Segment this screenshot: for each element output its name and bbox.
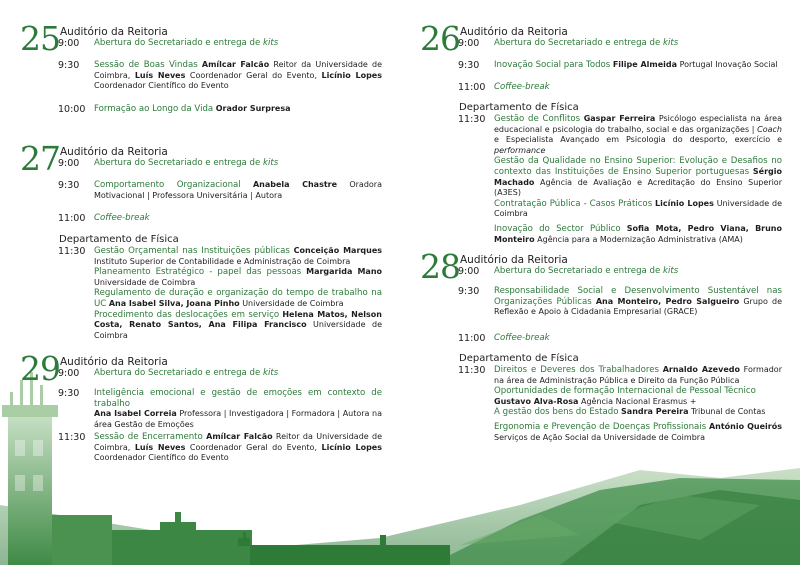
session-text: Abertura do Secretariado e entrega de kits xyxy=(94,368,279,378)
session-entry: Inovação do Sector Público Sofia Mota, Pedro Viana, Bruno Monteiro Agência para a Modernização Administrativa (AMA) xyxy=(494,223,782,244)
time: 11:30 xyxy=(58,246,86,257)
session-entry: Planeamento Estratégico - papel das pessoas Margarida Mano Universidade de Coimbra xyxy=(94,267,383,287)
session-text: Responsabilidade Social e Desenvolvimento Sustentável nas Organizações Públicas Ana Monteiro, Pedro Salgueiro Grupo de Reflexão e Apoio à Cidadania Empresarial (GRACE) xyxy=(494,286,783,317)
time: 9:00 xyxy=(458,266,480,277)
session-text: Formação ao Longo da Vida Orador Surpresa xyxy=(94,104,291,114)
session-text: Abertura do Secretariado e entrega de kits xyxy=(494,38,679,48)
department-title: Departamento de Física xyxy=(459,102,579,113)
session-text: Inteligência emocional e gestão de emoções em contexto de trabalho Ana Isabel Correia Professora | Investigadora | Formadora | Autora na área Gestão de Emoções xyxy=(94,388,383,429)
session-entry: Gestão da Qualidade no Ensino Superior: Evolução e Desafios no contexto das Instituições de Ensino Superior portuguesas Sérgio Machado Agência de Avaliação e Acreditação do Ensino Superior (A3ES) xyxy=(494,156,783,198)
time: 11:30 xyxy=(58,432,86,443)
day-number: 29 xyxy=(20,349,60,388)
time: 9:00 xyxy=(58,158,80,169)
session-entry: Procedimento das deslocações em serviço Helena Matos, Nelson Costa, Renato Santos, Ana Filipa Francisco Universidade de Coimbra xyxy=(94,309,382,340)
session-text: Coffee-break xyxy=(494,333,550,343)
venue-title: Auditório da Reitoria xyxy=(60,146,168,158)
session-list xyxy=(494,365,782,443)
time: 9:30 xyxy=(458,60,480,71)
venue-title: Auditório da Reitoria xyxy=(460,26,568,38)
day-27 xyxy=(20,139,383,342)
session-text: Comportamento Organizacional Anabela Chastre Oradora Motivacional | Professora Universitária | Autora xyxy=(94,180,382,200)
time: 11:00 xyxy=(458,333,486,344)
department-title: Departamento de Física xyxy=(59,234,179,245)
time: 9:30 xyxy=(58,388,80,399)
department-title: Departamento de Física xyxy=(459,353,579,364)
venue-title: Auditório da Reitoria xyxy=(60,356,168,368)
day-29 xyxy=(20,349,383,472)
time: 9:30 xyxy=(458,286,480,297)
day-number: 25 xyxy=(20,19,60,58)
session-entry: Gestão de Conflitos Gaspar Ferreira Psicólogo especialista na área educacional e psicologia do trabalho, social e das organizações | Coach e Especialista Avançado em Psicologia do desporto, exercício e performance xyxy=(494,114,782,155)
time: 11:00 xyxy=(58,213,86,224)
session-text: Sessão de Encerramento Amílcar Falcão Reitor da Universidade de Coimbra, Luís Neves Coordenador Geral do Evento, Licínio Lopes Coordenador Científico do Evento xyxy=(94,432,383,463)
time: 11:00 xyxy=(458,82,486,93)
time: 9:30 xyxy=(58,60,80,71)
day-28 xyxy=(420,247,783,460)
time: 11:30 xyxy=(458,114,486,125)
session-text: Sessão de Boas Vindas Amílcar Falcão Reitor da Universidade de Coimbra, Luís Neves Coordenador Geral do Evento, Licínio Lopes Coordenador Científico do Evento xyxy=(94,60,383,91)
session-text: Inovação Social para Todos Filipe Almeida Portugal Inovação Social xyxy=(494,60,778,70)
time: 10:00 xyxy=(58,104,86,115)
time: 9:00 xyxy=(58,38,80,49)
day-number: 28 xyxy=(420,247,460,286)
time: 11:30 xyxy=(458,365,486,376)
session-list xyxy=(494,114,782,245)
session-entry: Oportunidades de formação Internacional de Pessoal Técnico Gustavo Alva-Rosa Agência Nacional Erasmus + xyxy=(494,386,756,406)
day-number: 27 xyxy=(20,139,60,178)
venue-title: Auditório da Reitoria xyxy=(460,254,568,266)
session-text: Abertura do Secretariado e entrega de kits xyxy=(494,266,679,276)
session-entry: Regulamento de duração e organização do tempo de trabalho na UC Ana Isabel Silva, Joana Pinho Universidade de Coimbra xyxy=(94,288,382,309)
time: 9:30 xyxy=(58,180,80,191)
session-text: Coffee-break xyxy=(94,213,150,223)
day-number: 26 xyxy=(420,19,460,58)
session-text: Abertura do Secretariado e entrega de kits xyxy=(94,38,279,48)
session-text: Coffee-break xyxy=(494,82,550,92)
session-text: Abertura do Secretariado e entrega de kits xyxy=(94,158,279,168)
venue-title: Auditório da Reitoria xyxy=(60,26,168,38)
session-entry: Gestão Orçamental nas Instituições públicas Conceição Marques Instituto Superior de Contabilidade e Administração de Coimbra xyxy=(94,246,383,266)
time: 9:00 xyxy=(458,38,480,49)
session-entry: Direitos e Deveres dos Trabalhadores Arnaldo Azevedo Formador na área de Administração Pública e Direito da Função Pública xyxy=(494,365,782,385)
time: 9:00 xyxy=(58,368,80,379)
day-26 xyxy=(420,19,783,244)
day-25 xyxy=(20,19,383,122)
session-list xyxy=(94,246,382,341)
session-entry: A gestão dos bens do Estado Sandra Pereira Tribunal de Contas xyxy=(494,407,766,418)
session-entry: Contratação Pública - Casos Práticos Licínio Lopes Universidade de Coimbra xyxy=(494,198,782,219)
session-entry: Ergonomia e Prevenção de Doenças Profissionais António Queirós Serviços de Ação Social da Universidade de Coimbra xyxy=(494,421,783,442)
